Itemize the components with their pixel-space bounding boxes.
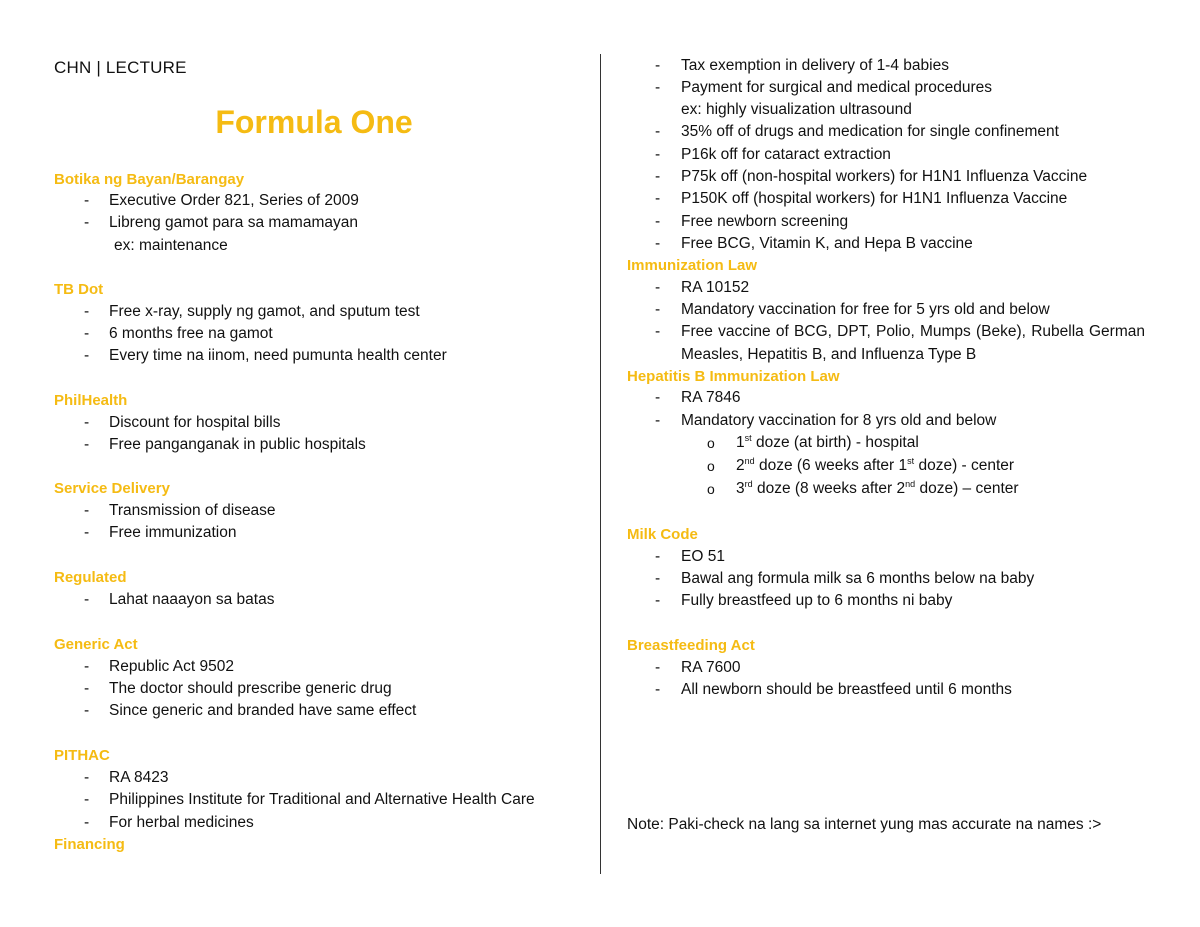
section-heading-financing: Financing [54,836,125,853]
section-heading-generic-act: Generic Act [54,636,138,653]
section-heading-hepatitis-b: Hepatitis B Immunization Law [627,368,840,385]
section-heading-immunization-law: Immunization Law [627,257,758,274]
example-text: ex: highly visualization ultrasound [681,101,912,118]
example-text: ex: maintenance [114,237,228,254]
section-heading-tbdot: TB Dot [54,281,104,298]
section-heading-regulated: Regulated [54,569,127,586]
document-header: CHN | LECTURE [54,58,187,77]
section-heading-breastfeeding-act: Breastfeeding Act [627,637,755,654]
section-heading-philhealth: PhilHealth [54,392,128,409]
section-heading-milk-code: Milk Code [627,526,698,543]
section-heading-pithac: PITHAC [54,747,110,764]
column-divider [600,54,601,874]
section-heading-service-delivery: Service Delivery [54,480,170,497]
footnote: Note: Paki-check na lang sa internet yung mas accurate na names :> [627,816,1102,833]
section-heading-botika: Botika ng Bayan/Barangay [54,171,245,188]
document-title: Formula One [215,104,413,140]
